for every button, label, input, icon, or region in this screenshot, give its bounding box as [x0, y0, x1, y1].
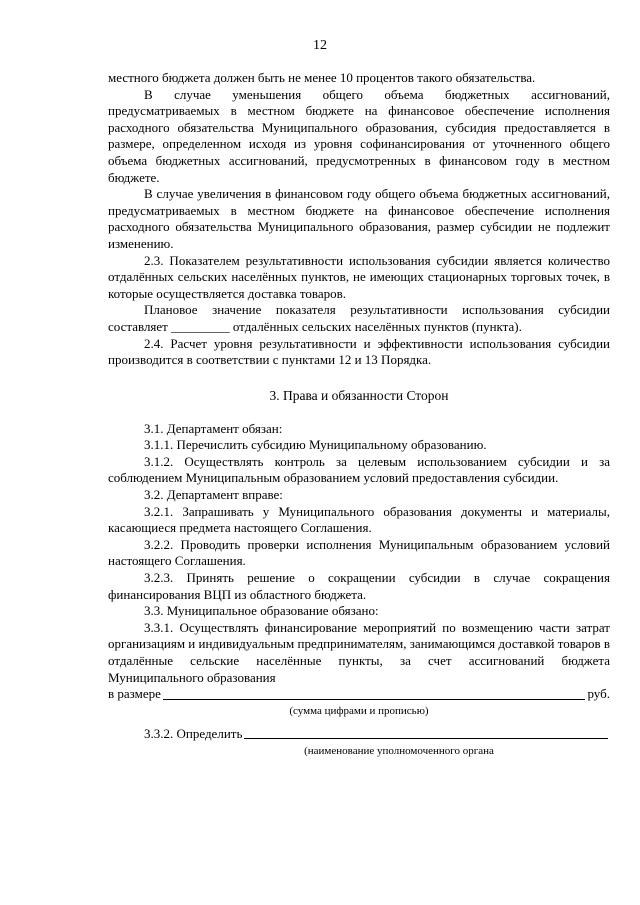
paragraph: 3.2.2. Проводить проверки исполнения Муниципальным образованием условий настоящего Соглашения. [108, 536, 610, 569]
paragraph: 3.2.1. Запрашивать у Муниципального образования документы и материалы, касающиеся предмета настоящего Соглашения. [108, 503, 610, 536]
section-2-paragraphs [108, 70, 610, 369]
paragraph: 2.4. Расчет уровня результативности и эффективности использования субсидии производится в соответствии с пунктами 12 и 13 Порядка. [108, 335, 610, 368]
paragraph: В случае уменьшения общего объема бюджетных ассигнований, предусматриваемых в местном бюджете на финансовое обеспечение исполнения расходного обязательства Муниципального образования, субсидия предоставляется в размере, определенном исходя из уровня софинансирования от уточненного общего объема бюджетных ассигнований, предусмотренных в финансовом году в местном бюджете. [108, 86, 610, 185]
paragraph: 3.3. Муниципальное образование обязано: [144, 603, 379, 619]
paragraph: Плановое значение показателя результативности использования субсидии составляет _________ отдалённых сельских населённых пунктов (пункта). [108, 302, 610, 334]
amount-suffix: руб. [587, 686, 610, 702]
paragraph: 3.1.2. Осуществлять контроль за целевым использованием субсидии и за соблюдением Муниципальным образованием условий предоставления субсидии. [108, 453, 610, 486]
paragraph: 3.3.1. Осуществлять финансирование мероприятий по возмещению части затрат организациям и индивидуальным предпринимателям, занимающимся доставкой товаров в отдалённые сельские населённые пункты, за счет ассигнований бюджета Муниципального образования [108, 619, 610, 685]
paragraph: 2.3. Показателем результативности использования субсидии является количество отдалённых сельских населённых пунктов, не имеющих стационарных торговых точек, в которые осуществляется доставка товаров. [108, 252, 610, 301]
paragraph: местного бюджета должен быть не менее 10 процентов такого обязательства. [108, 70, 536, 85]
paragraph: 3.2.3. Принять решение о сокращении субсидии в случае сокращения финансирования ВЦП из областного бюджета. [108, 570, 610, 602]
page-number: 12 [313, 38, 327, 53]
document-body [108, 70, 610, 758]
amount-line [108, 686, 610, 703]
define-line [108, 726, 610, 743]
amount-blank [163, 687, 586, 700]
paragraph: 3.2. Департамент вправе: [144, 487, 283, 503]
define-prefix: 3.3.2. Определить [144, 725, 243, 741]
paragraph: 3.1.1. Перечислить субсидию Муниципальному образованию. [144, 437, 487, 453]
paragraph: 3.1. Департамент обязан: [144, 420, 283, 436]
define-caption: (наименование уполномоченного органа [304, 745, 494, 758]
section-heading: 3. Права и обязанности Сторон [269, 387, 449, 403]
paragraph: В случае увеличения в финансовом году общего объема бюджетных ассигнований, предусматриваемых в местном бюджете на финансовое обеспечение исполнения расходного обязательства Муниципального образования, размер субсидии не подлежит изменению. [108, 186, 610, 251]
section-3-paragraphs [108, 421, 610, 687]
amount-prefix: в размере [108, 686, 161, 702]
define-blank [244, 726, 608, 739]
amount-caption: (сумма цифрами и прописью) [289, 704, 429, 717]
